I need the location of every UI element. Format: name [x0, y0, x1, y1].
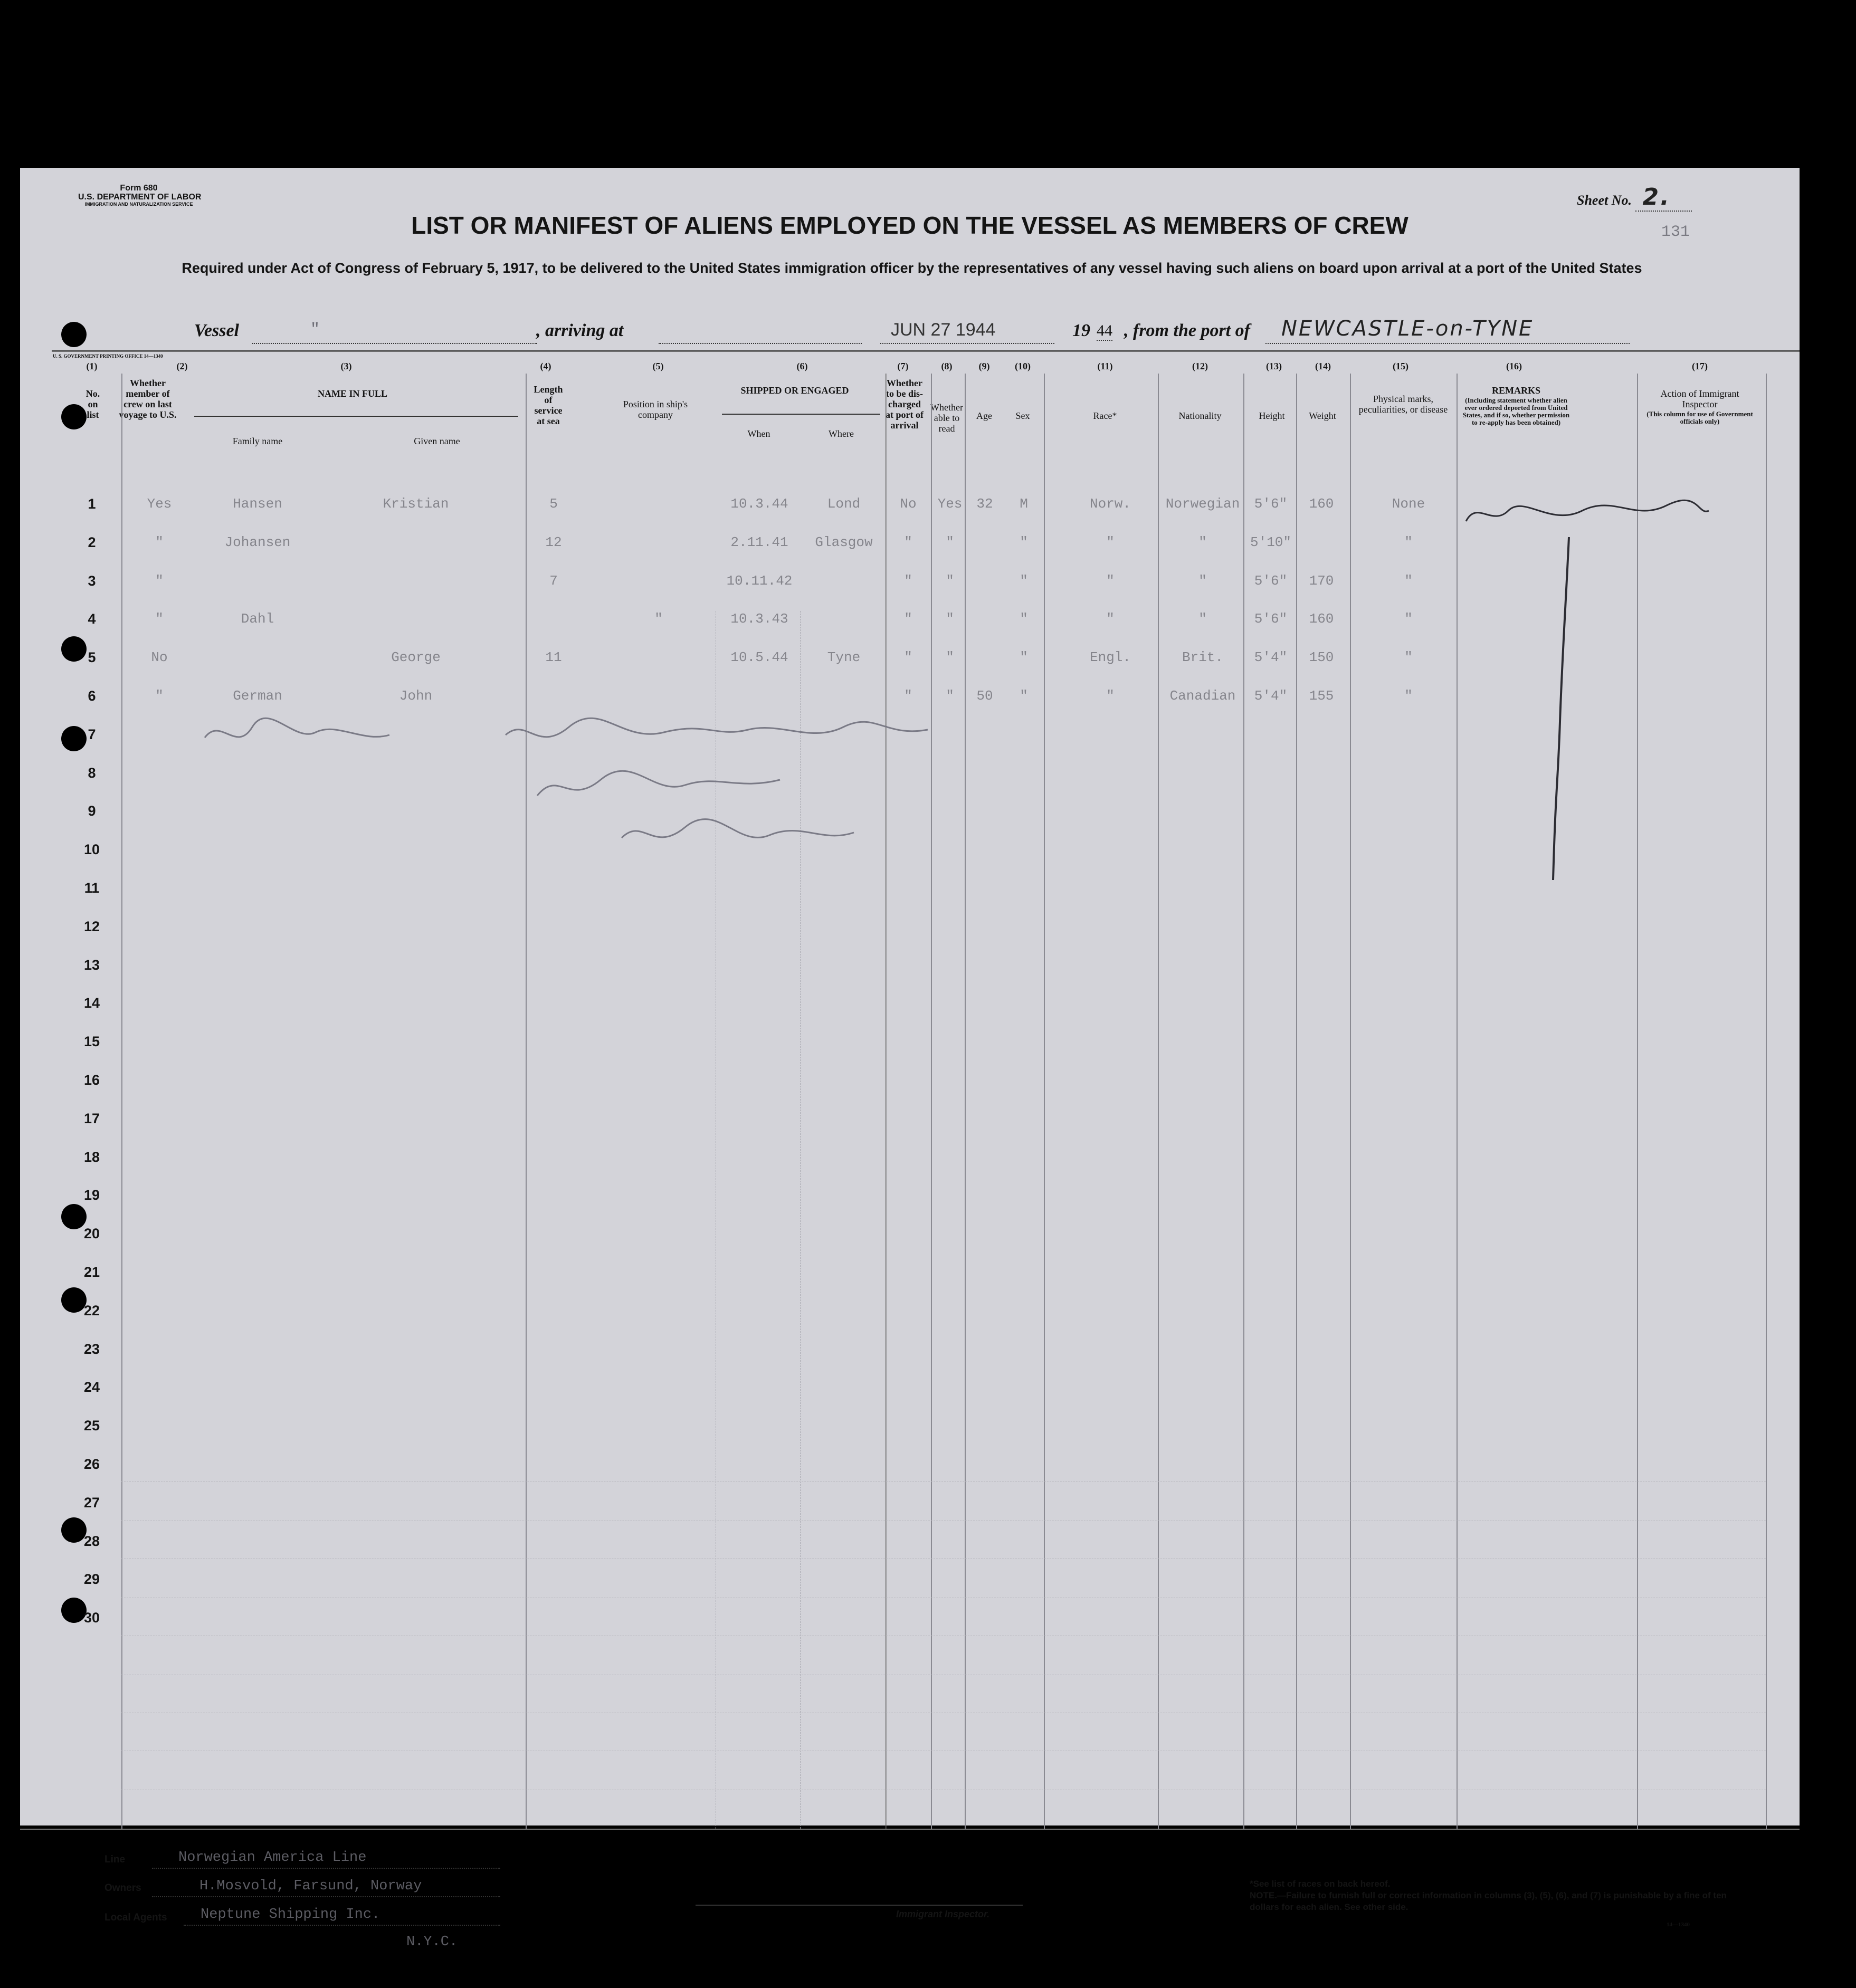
row-number: 11 [84, 880, 100, 896]
cell-height: 5'6" [1254, 611, 1288, 627]
header-given-name: Given name [414, 436, 460, 446]
cell-weight: 170 [1309, 572, 1334, 589]
row-number: 28 [83, 1533, 100, 1549]
column-number: (16) [1506, 361, 1522, 371]
cell-where: Tyne [827, 649, 861, 666]
cell-discharged: " [904, 534, 912, 550]
cell-when: 2.11.41 [730, 534, 788, 550]
cell-length: 5 [549, 496, 558, 512]
row-number: 20 [83, 1226, 100, 1242]
column-number: (12) [1192, 361, 1208, 371]
header-action: Action of Immigrant Inspector [1660, 388, 1739, 409]
cell-physical: " [1404, 649, 1413, 666]
agents-value: Neptune Shipping Inc. [201, 1907, 380, 1923]
header-nationality: Nationality [1178, 410, 1222, 421]
cell-nationality: " [1198, 611, 1207, 627]
year-label: 19 [1072, 321, 1090, 340]
header-length-service: Length of service at sea [534, 384, 563, 426]
row-number: 16 [83, 1072, 100, 1088]
vessel-value: " [310, 321, 320, 339]
cell-nationality: Brit. [1182, 649, 1223, 666]
row-number: 24 [83, 1379, 100, 1396]
row-number: 13 [83, 957, 100, 973]
cell-family: Hansen [233, 496, 282, 512]
cell-weight: 155 [1309, 688, 1334, 704]
cell-discharged: " [904, 688, 912, 704]
cell-read: " [946, 534, 954, 550]
manifest-footer [20, 1830, 1800, 1988]
sheet-number [1577, 184, 1692, 211]
manifest-sheet [20, 168, 1800, 1950]
cell-given: George [391, 649, 441, 666]
cell-race: " [1106, 572, 1115, 589]
cell-member: " [155, 572, 164, 589]
row-number: 29 [83, 1571, 100, 1588]
row-number: 19 [83, 1187, 100, 1203]
cell-read: Yes [937, 496, 963, 512]
row-number: 12 [83, 918, 100, 934]
cell-race: " [1106, 611, 1115, 627]
row-number: 8 [88, 764, 96, 781]
row-number: 15 [83, 1034, 100, 1050]
cell-weight: 160 [1309, 611, 1334, 627]
row-number: 10 [83, 842, 100, 858]
cell-where: Lond [827, 496, 861, 512]
cell-read: " [946, 649, 954, 666]
row-number: 22 [83, 1302, 100, 1318]
cell-physical: " [1404, 572, 1413, 589]
column-number: (10) [1015, 361, 1031, 371]
cell-race: Engl. [1089, 649, 1131, 666]
row-number: 14 [83, 995, 100, 1011]
cell-when: 10.11.42 [726, 572, 793, 589]
header-remarks-note: (Including statement whether alien ever ordered deported from United States, and if so, whether permission to re-apply has been obtained) [1462, 396, 1570, 426]
header-discharged: Whether to be dis-charged at port of arrival [886, 378, 924, 431]
header-whether-member: Whether member of crew on last voyage to U.S. [119, 378, 177, 420]
cell-physical: None [1392, 496, 1425, 512]
header-where: Where [829, 428, 854, 439]
cell-sex: M [1020, 496, 1028, 512]
stamp-number: 131 [1661, 223, 1690, 241]
header-action-note: (This column for use of Government officials only) [1646, 410, 1753, 425]
column-number: (9) [978, 361, 990, 371]
column-number: (2) [176, 361, 188, 371]
cell-length: 7 [549, 572, 558, 589]
cell-age: 32 [976, 496, 993, 512]
column-number: (3) [340, 361, 352, 371]
from-port-label: , from the port of [1124, 321, 1250, 340]
header-weight: Weight [1309, 410, 1336, 421]
row-number: 5 [88, 649, 96, 666]
header-remarks: REMARKS [1491, 385, 1540, 396]
cell-height: 5'6" [1254, 496, 1288, 512]
line-label: Line [104, 1854, 126, 1865]
column-number: (6) [796, 361, 808, 371]
row-number: 6 [88, 688, 96, 704]
cell-race: " [1106, 534, 1115, 550]
printing-office: U. S. GOVERNMENT PRINTING OFFICE 14—1340 [53, 353, 163, 359]
header-race: Race* [1093, 410, 1117, 421]
cell-nationality: " [1198, 534, 1207, 550]
page-subtitle: Required under Act of Congress of February 5, 1917, to be delivered to the United States immigration officer by the representatives of any vessel having such aliens on board upon arrival at a port of the United States [182, 260, 1642, 276]
header-physical: Physical marks, peculiarities, or disease [1358, 394, 1448, 415]
cell-member: " [155, 534, 164, 550]
header-sex: Sex [1015, 410, 1030, 421]
form-identifier [78, 184, 202, 207]
port-value: NEWCASTLE-on-TYNE [1281, 317, 1534, 341]
vessel-label: Vessel [194, 321, 239, 340]
header-position: Position in ship's company [623, 399, 688, 420]
inspector-label: Immigrant Inspector. [896, 1909, 990, 1919]
header-able-read: Whether able to read [930, 402, 963, 434]
cell-when: 10.3.44 [730, 496, 788, 512]
header-shipped: SHIPPED OR ENGAGED [740, 385, 849, 396]
row-number: 21 [83, 1264, 100, 1280]
header-rule [52, 350, 1800, 352]
arriving-label: , arriving at [536, 321, 624, 340]
column-number: (4) [540, 361, 551, 371]
remarks-handwriting [1445, 490, 1719, 901]
cell-race: Norw. [1089, 496, 1131, 512]
cell-read: " [946, 572, 954, 589]
header-no-on-list: No. on list [85, 388, 100, 420]
cell-family: German [233, 688, 282, 704]
fine-note: NOTE.—Failure to furnish full or correct information in columns (3), (5), (6), and (7) is punishable by a fine of ten dollars for each alien. See other side. [1250, 1890, 1727, 1912]
cell-length: 11 [545, 649, 562, 666]
header-name-in-full: NAME IN FULL [317, 388, 387, 399]
cell-member: " [155, 688, 164, 704]
races-note: *See list of races on back hereof. [1250, 1879, 1391, 1889]
row-number: 7 [88, 726, 96, 742]
form-number: Form 680 [120, 184, 158, 193]
cell-discharged: " [904, 611, 912, 627]
year-value: 44 [1097, 322, 1112, 341]
column-number: (14) [1315, 361, 1331, 371]
cell-height: 5'4" [1254, 649, 1288, 666]
cell-physical: " [1404, 611, 1413, 627]
cell-height: 5'6" [1254, 572, 1288, 589]
cell-sex: " [1020, 572, 1028, 589]
cell-when: 10.3.43 [730, 611, 788, 627]
cell-given: John [399, 688, 433, 704]
cell-member: Yes [147, 496, 172, 512]
row-number: 1 [88, 496, 96, 512]
row-number: 23 [83, 1341, 100, 1357]
row-number: 3 [88, 572, 96, 589]
sheet-number-value: 2. [1635, 184, 1692, 212]
print-code: 14—1340 [1667, 1922, 1690, 1928]
cell-family: Johansen [224, 534, 291, 550]
cell-family: Dahl [241, 611, 274, 627]
cell-read: " [946, 611, 954, 627]
cell-height: 5'4" [1254, 688, 1288, 704]
owners-value: H.Mosvold, Farsund, Norway [199, 1878, 422, 1894]
row-number: 2 [88, 534, 96, 550]
cell-sex: " [1020, 534, 1028, 550]
cell-sex: " [1020, 611, 1028, 627]
column-number: (7) [897, 361, 909, 371]
punch-hole [61, 322, 87, 347]
header-age: Age [976, 410, 992, 421]
cell-member: No [151, 649, 168, 666]
column-number: (17) [1692, 361, 1708, 371]
row-number: 18 [83, 1149, 100, 1165]
agents-city: N.Y.C. [406, 1934, 458, 1950]
header-when: When [747, 428, 770, 439]
cell-given: Kristian [383, 496, 449, 512]
row-number: 4 [88, 611, 96, 627]
cell-age: 50 [976, 688, 993, 704]
department-name: U.S. DEPARTMENT OF LABOR [78, 193, 202, 202]
cell-nationality: Norwegian [1165, 496, 1240, 512]
cell-nationality: Canadian [1169, 688, 1236, 704]
column-number: (5) [652, 361, 664, 371]
cell-position: " [654, 611, 663, 627]
row-number: 25 [83, 1418, 100, 1434]
column-number: (11) [1097, 361, 1113, 371]
header-family-name: Family name [232, 436, 283, 446]
page-title: LIST OR MANIFEST OF ALIENS EMPLOYED ON THE VESSEL AS MEMBERS OF CREW [411, 212, 1408, 239]
cell-where: Glasgow [815, 534, 873, 550]
cell-discharged: " [904, 649, 912, 666]
sheet-label: Sheet No. [1577, 193, 1632, 208]
cell-member: " [155, 611, 164, 627]
cell-length: 12 [545, 534, 562, 550]
cell-sex: " [1020, 649, 1028, 666]
cell-nationality: " [1198, 572, 1207, 589]
row-number: 9 [88, 803, 96, 819]
line-value: Norwegian America Line [178, 1850, 367, 1866]
handwritten-signatures [189, 706, 1033, 1001]
agents-label: Local Agents [104, 1912, 167, 1923]
cell-weight: 150 [1309, 649, 1334, 666]
column-number: (15) [1393, 361, 1408, 371]
row-number: 27 [83, 1494, 100, 1511]
cell-weight: 160 [1309, 496, 1334, 512]
service-name: IMMIGRATION AND NATURALIZATION SERVICE [84, 202, 193, 207]
column-number: (1) [86, 361, 98, 371]
column-number: (13) [1266, 361, 1282, 371]
date-stamp: JUN 27 1944 [891, 320, 996, 340]
cell-read: " [946, 688, 954, 704]
cell-sex: " [1020, 688, 1028, 704]
cell-discharged: " [904, 572, 912, 589]
owners-label: Owners [104, 1882, 141, 1894]
cell-physical: " [1404, 534, 1413, 550]
cell-when: 10.5.44 [730, 649, 788, 666]
row-number: 17 [83, 1110, 100, 1126]
header-height: Height [1259, 410, 1285, 421]
vessel-line [194, 317, 1630, 348]
cell-physical: " [1404, 688, 1413, 704]
column-numbers [20, 361, 1800, 377]
cell-discharged: No [900, 496, 917, 512]
cell-height: 5'10" [1250, 534, 1291, 550]
column-number: (8) [941, 361, 953, 371]
row-number: 30 [83, 1610, 100, 1626]
row-number: 26 [83, 1456, 100, 1472]
cell-race: " [1106, 688, 1115, 704]
